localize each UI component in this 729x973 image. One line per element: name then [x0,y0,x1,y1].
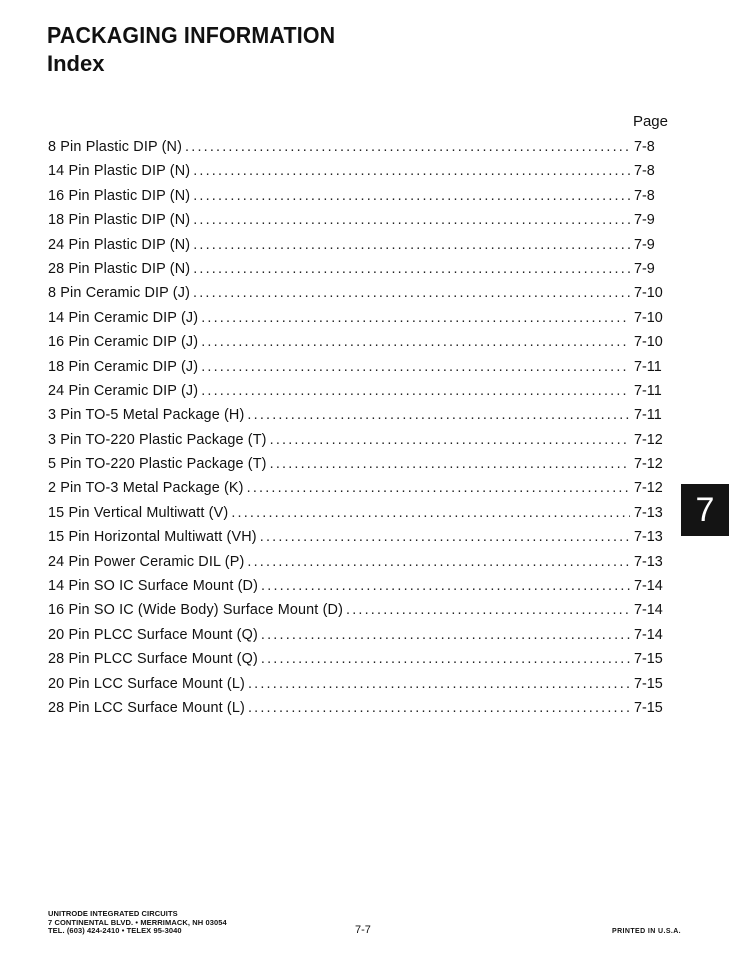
index-entry-page: 7-8 [634,163,655,180]
dot-leader [185,135,630,159]
footer-address: 7 CONTINENTAL BLVD. • MERRIMACK, NH 03054 [48,917,227,927]
index-entry-page: 7-9 [634,236,655,253]
index-entry-label: 28 Pin Plastic DIP (N) [48,260,191,277]
dot-leader [270,428,630,452]
index-entry [48,501,670,525]
dot-leader [193,257,630,281]
index-entry-label: 14 Pin Plastic DIP (N) [48,163,191,180]
index-entry [48,159,670,183]
index-entry [48,281,670,305]
index-entry [48,306,670,330]
index-entry-label: 8 Pin Ceramic DIP (J) [48,285,191,302]
dot-leader [193,233,630,257]
index-entry [48,598,670,622]
index-entry [48,574,670,598]
footer-phone: TEL. (603) 424-2410 • TELEX 95-3040 [48,926,182,935]
index-entry-label: 15 Pin Horizontal Multiwatt (VH) [48,529,257,546]
index-entry-label: 18 Pin Plastic DIP (N) [48,212,191,229]
index-entry-label: 20 Pin LCC Surface Mount (L) [48,675,245,692]
index-entry-label: 8 Pin Plastic DIP (N) [48,139,183,155]
footer-printed-note: PRINTED IN U.S.A. [612,928,682,935]
index-entry-page: 7-15 [634,651,663,668]
dot-leader [261,647,630,671]
index-entry-page: 7-11 [634,382,662,399]
dot-leader [248,672,630,696]
index-entry-label: 28 Pin PLCC Surface Mount (Q) [48,651,258,668]
dot-leader [270,452,630,476]
footer-company-name: UNITRODE INTEGRATED CIRCUITS [48,909,178,918]
index-entry-page: 7-13 [634,529,663,546]
index-entry-page: 7-11 [634,407,662,424]
index-entry-page: 7-14 [634,578,663,595]
index-entry [48,428,670,452]
index-entry [48,452,670,476]
index-entry-label: 5 Pin TO-220 Plastic Package (T) [48,456,267,473]
index-entry-page: 7-11 [634,358,662,375]
index-entry [48,696,670,720]
dot-leader [248,696,630,720]
index-entry-label: 16 Pin Ceramic DIP (J) [48,334,199,351]
index-entry-page: 7-9 [634,260,655,277]
index-entry-page: 7-8 [634,187,655,204]
dot-leader [346,598,630,622]
index-entry-page: 7-15 [634,675,663,692]
index-entry-page: 7-10 [634,285,663,302]
index-entry-label: 24 Pin Plastic DIP (N) [48,236,191,253]
page-subtitle: Index [47,51,105,76]
dot-leader [193,281,630,305]
dot-leader [247,476,630,500]
dot-leader [260,525,630,549]
index-list [48,135,670,720]
dot-leader [261,574,630,598]
index-entry-label: 16 Pin SO IC (Wide Body) Surface Mount (D) [48,602,344,619]
page-column-header: Page [632,113,668,130]
index-entry-page: 7-12 [634,480,663,497]
dot-leader [247,403,630,427]
index-entry [48,330,670,354]
index-entry-page: 7-8 [634,139,655,155]
index-entry-page: 7-10 [634,334,663,351]
index-entry-label: 2 Pin TO-3 Metal Package (K) [48,480,244,497]
index-entry [48,233,670,257]
index-entry [48,623,670,647]
footer-page-number: 7-7 [355,924,371,936]
index-entry-page: 7-14 [634,626,663,643]
dot-leader [193,159,630,183]
index-entry-label: 14 Pin SO IC Surface Mount (D) [48,578,259,595]
index-entry-page: 7-13 [634,553,663,570]
dot-leader [201,379,630,403]
index-entry [48,672,670,696]
index-entry-label: 24 Pin Power Ceramic DIL (P) [48,553,245,570]
index-entry-label: 20 Pin PLCC Surface Mount (Q) [48,626,258,643]
dot-leader [261,623,630,647]
footer-company-info [48,910,227,936]
index-entry [48,355,670,379]
index-entry-page: 7-15 [634,699,663,716]
index-entry [48,208,670,232]
index-entry-page: 7-9 [634,212,655,229]
dot-leader [201,306,630,330]
index-entry-label: 15 Pin Vertical Multiwatt (V) [48,504,229,521]
index-entry-label: 18 Pin Ceramic DIP (J) [48,358,199,375]
index-entry [48,647,670,671]
index-entry [48,135,670,159]
section-tab-marker: 7 [681,484,729,536]
index-entry [48,379,670,403]
index-entry-page: 7-12 [634,456,663,473]
index-entry-page: 7-10 [634,309,663,326]
index-entry [48,184,670,208]
index-entry-label: 3 Pin TO-220 Plastic Package (T) [48,431,267,448]
page-title: PACKAGING INFORMATION [47,22,336,48]
index-entry-label: 16 Pin Plastic DIP (N) [48,187,191,204]
index-entry [48,403,670,427]
index-entry [48,550,670,574]
index-entry-label: 24 Pin Ceramic DIP (J) [48,382,199,399]
index-entry [48,525,670,549]
dot-leader [231,501,630,525]
index-entry-page: 7-14 [634,602,663,619]
dot-leader [193,208,630,232]
dot-leader [193,184,630,208]
index-entry-label: 14 Pin Ceramic DIP (J) [48,309,199,326]
index-entry-page: 7-12 [634,431,663,448]
index-entry [48,476,670,500]
dot-leader [201,330,630,354]
index-entry-page: 7-13 [634,504,663,521]
index-entry [48,257,670,281]
dot-leader [247,550,630,574]
index-entry-label: 3 Pin TO-5 Metal Package (H) [48,407,245,424]
index-entry-label: 28 Pin LCC Surface Mount (L) [48,699,245,716]
dot-leader [201,355,630,379]
